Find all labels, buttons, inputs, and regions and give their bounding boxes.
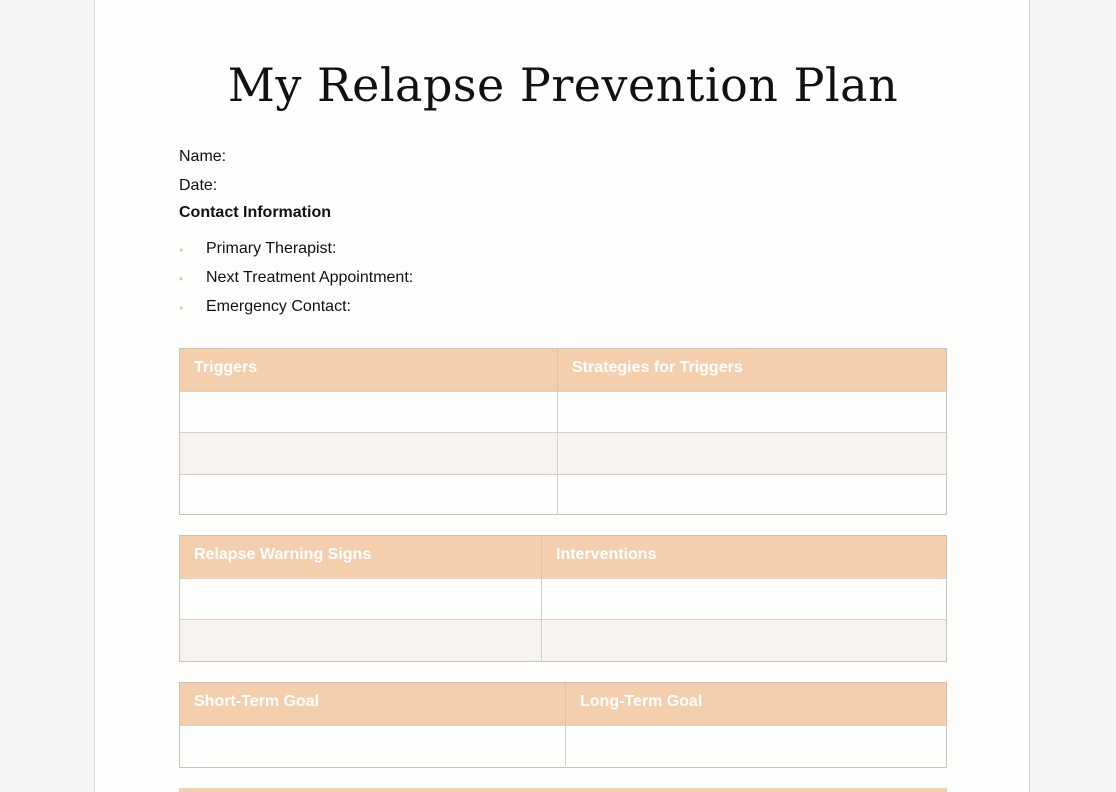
table-header-row <box>180 349 946 391</box>
bullet-icon: • <box>179 301 184 315</box>
table-cell[interactable] <box>180 392 557 433</box>
header-long-term-goal: Long-Term Goal <box>565 683 946 725</box>
table-cell[interactable] <box>565 726 946 767</box>
table-cell[interactable] <box>541 620 946 661</box>
header-relapse-warning-signs: Relapse Warning Signs <box>194 546 372 563</box>
contact-item-next-appointment <box>179 269 413 298</box>
table-cell[interactable] <box>541 579 946 620</box>
next-table-header-edge <box>179 788 947 792</box>
table-cell[interactable] <box>180 579 541 620</box>
table-cell[interactable] <box>557 433 946 474</box>
table-cell[interactable] <box>557 392 946 433</box>
header-strategies-for-triggers: Strategies for Triggers <box>557 349 946 391</box>
table-cell[interactable] <box>180 433 557 474</box>
header-triggers: Triggers <box>194 359 258 376</box>
table-row <box>180 725 946 767</box>
table-row <box>180 619 946 661</box>
table-cell[interactable] <box>180 726 565 767</box>
triggers-table <box>179 348 947 515</box>
table-header-row <box>180 536 946 578</box>
contact-item-emergency-contact <box>179 298 413 327</box>
warning-signs-table <box>179 535 947 662</box>
table-cell[interactable] <box>557 475 946 516</box>
bullet-icon: • <box>179 272 184 286</box>
table-row <box>180 432 946 474</box>
table-cell[interactable] <box>180 475 557 516</box>
contact-label: Emergency Contact: <box>206 298 351 315</box>
header-short-term-goal: Short-Term Goal <box>194 693 320 710</box>
table-row <box>180 391 946 433</box>
table-row <box>180 578 946 620</box>
contact-item-primary-therapist <box>179 240 413 269</box>
table-row <box>180 474 946 516</box>
table-cell[interactable] <box>180 620 541 661</box>
date-field-label: Date: <box>179 177 218 194</box>
contact-label: Primary Therapist: <box>206 240 337 257</box>
name-field-label: Name: <box>179 148 227 165</box>
document-page <box>94 0 1030 792</box>
document-title: My Relapse Prevention Plan <box>227 58 899 112</box>
goals-table <box>179 682 947 768</box>
contact-list <box>179 240 413 327</box>
table-header-row <box>180 683 946 725</box>
header-interventions: Interventions <box>541 536 946 578</box>
contact-label: Next Treatment Appointment: <box>206 269 414 286</box>
bullet-icon: • <box>179 243 184 257</box>
contact-information-heading: Contact Information <box>179 204 331 221</box>
